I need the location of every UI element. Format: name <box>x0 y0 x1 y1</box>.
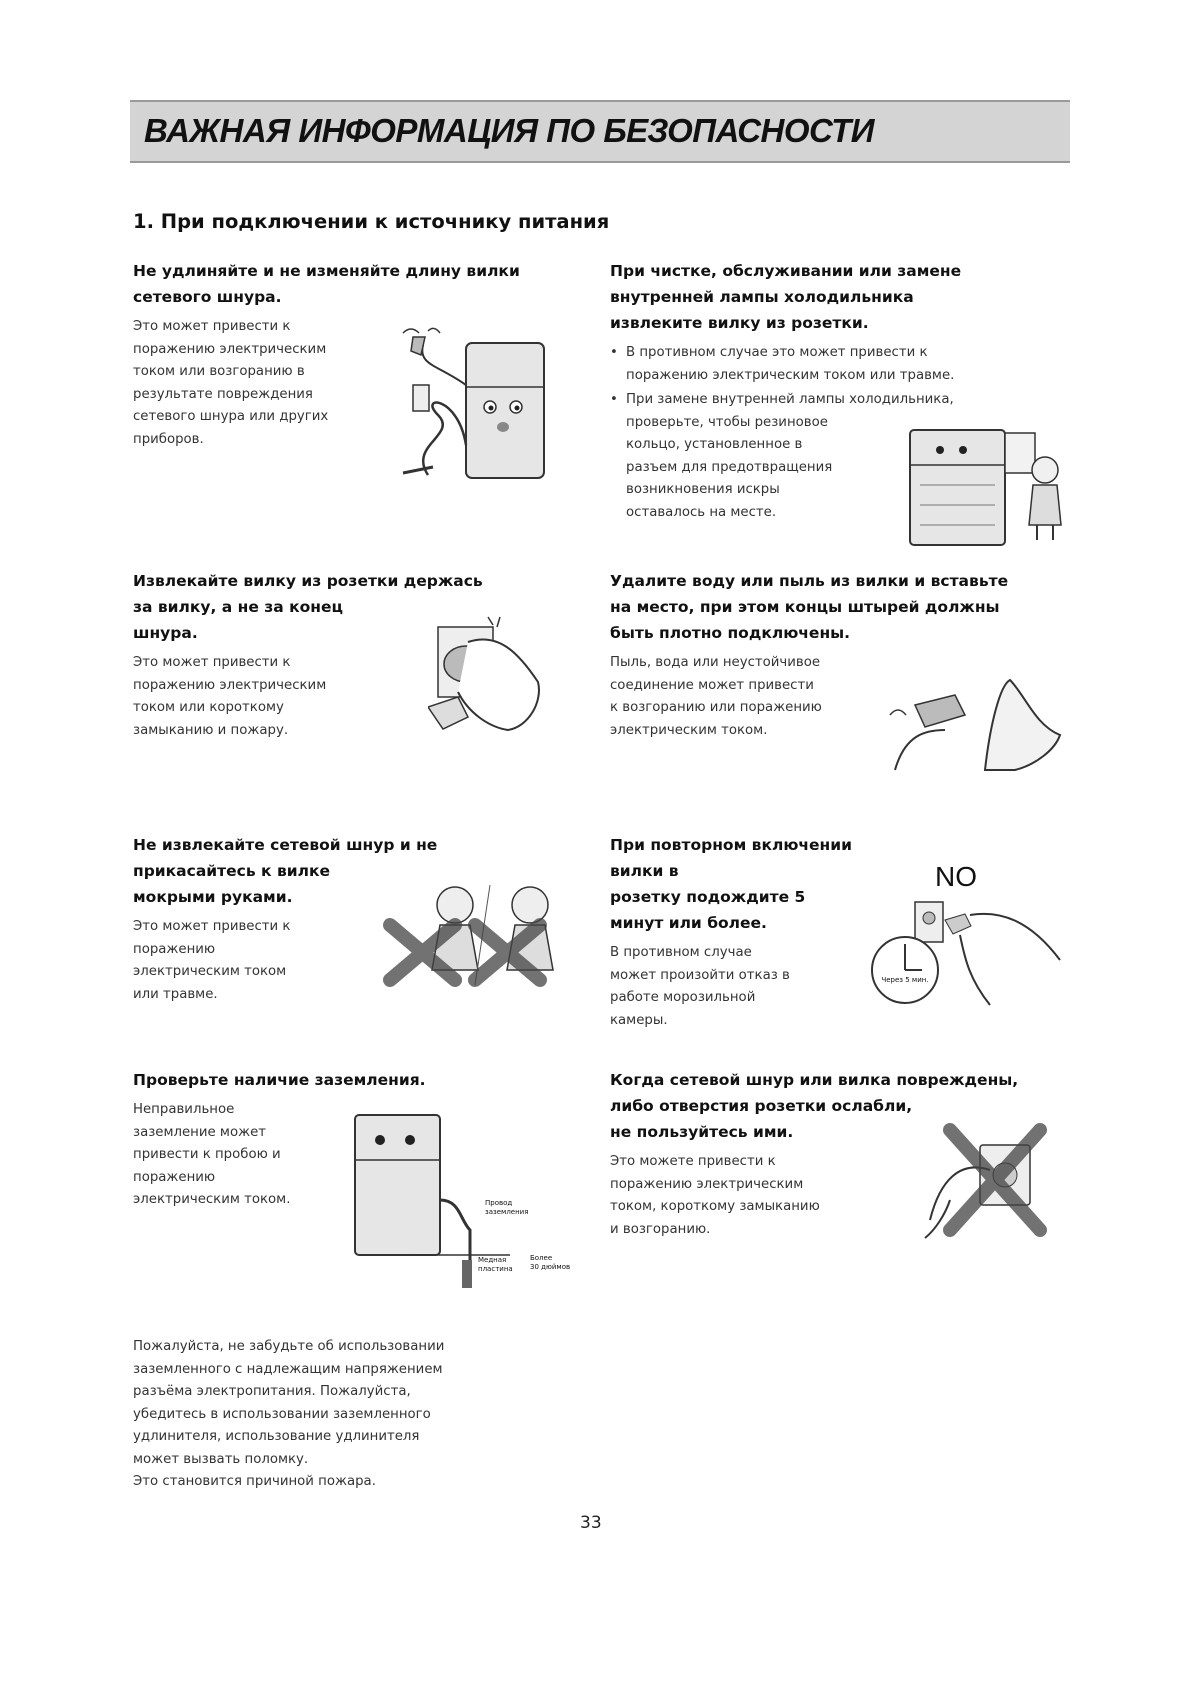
svg-text:Медная пластина <box>478 1256 513 1273</box>
block-heading: При чистке, обслуживании или замене внутренней лампы холодильника извлеките вилку из розетки. <box>610 262 962 332</box>
page-title: ВАЖНАЯ ИНФОРМАЦИЯ ПО БЕЗОПАСНОСТИ <box>144 112 875 149</box>
two-door-fridge-illustration <box>905 425 1065 550</box>
block-heading: Не удлиняйте и не изменяйте длину вилки сетевого шнура. <box>133 262 520 306</box>
block-body: Пыль, вода или неустойчивое соединение может привести к возгоранию или поражению электрическим током. <box>610 655 822 738</box>
block-body: Это может привести к поражению электрическим током или короткому замыканию и пожару. <box>133 655 327 738</box>
ground-depth-label-line: 30 дюймов <box>530 1263 571 1271</box>
block-body: Это можете привести к поражению электрическим током, короткому замыканию и возгоранию. <box>610 1154 820 1237</box>
ground-plate-label: Медная <box>478 1256 507 1264</box>
block-heading: Извлекайте вилку из розетки держась за вилку, а не за конец шнура. <box>133 572 483 642</box>
bullet-item: • При замене внутренней лампы холодильника, проверьте, чтобы резиновое кольцо, установленное в разъем для предотвращения возникновения искры оставалось на месте. <box>610 389 1070 524</box>
svg-text:Провод заземления <box>485 1199 528 1216</box>
block-heading: Удалите воду или пыль из вилки и вставьте на место, при этом концы штырей должны быть плотно подключены. <box>610 572 1009 642</box>
ground-wire-label-line: заземления <box>485 1208 529 1216</box>
fridge-cord-illustration <box>398 325 578 485</box>
section-title: 1. При подключении к источнику питания <box>133 210 610 233</box>
header-bar <box>130 100 1070 163</box>
bullet-item: • В противном случае это может привести к поражению электрическим током или травме. <box>610 342 1070 387</box>
clock-label: Через 5 мин. <box>881 976 929 984</box>
ground-wire-label: Провод <box>485 1199 513 1207</box>
block-heading: При повторном включении вилки в розетку подождите 5 минут или более. <box>610 836 852 932</box>
block-heading: Проверьте наличие заземления. <box>133 1071 426 1089</box>
svg-text:Более 30 дюймов <box>530 1254 570 1271</box>
hand-unplug-illustration <box>428 612 548 737</box>
ground-plate-label-line: пластина <box>478 1265 513 1273</box>
no-label: NO <box>935 861 977 892</box>
wet-hands-warning-illustration <box>380 880 580 990</box>
block-heading: Не извлекайте сетевой шнур и не прикасайтесь к вилке мокрыми руками. <box>133 836 438 906</box>
block-body: Неправильное заземление может привести к пробою и поражению электрическим током. <box>133 1102 291 1207</box>
block-body: Это может привести к поражению электрическим током или возгоранию в результате повреждения сетевого шнура или других приборов. <box>133 319 329 447</box>
ground-depth-label: Более <box>530 1254 553 1262</box>
wait-clock-illustration <box>860 860 1070 1010</box>
block-body: Это может привести к поражению электрическим током или травме. <box>133 919 291 1002</box>
footer-note: Пожалуйста, не забудьте об использовании заземленного с надлежащим напряжением разъёма электропитания. Пожалуйста, убедитесь в использовании заземленного удлинителя, использование удлинителя может вызвать поломку. Это становится причиной пожара. <box>133 1339 445 1489</box>
plug-cloth-illustration <box>885 675 1065 775</box>
block-heading: Когда сетевой шнур или вилка повреждены, либо отверстия розетки ослабли, не пользуйтесь ими. <box>610 1071 1019 1141</box>
damaged-outlet-illustration <box>920 1120 1050 1240</box>
grounding-illustration <box>350 1110 590 1290</box>
block-body: В противном случае может произойти отказ в работе морозильной камеры. <box>610 945 790 1028</box>
page-number: 33 <box>580 1513 602 1533</box>
